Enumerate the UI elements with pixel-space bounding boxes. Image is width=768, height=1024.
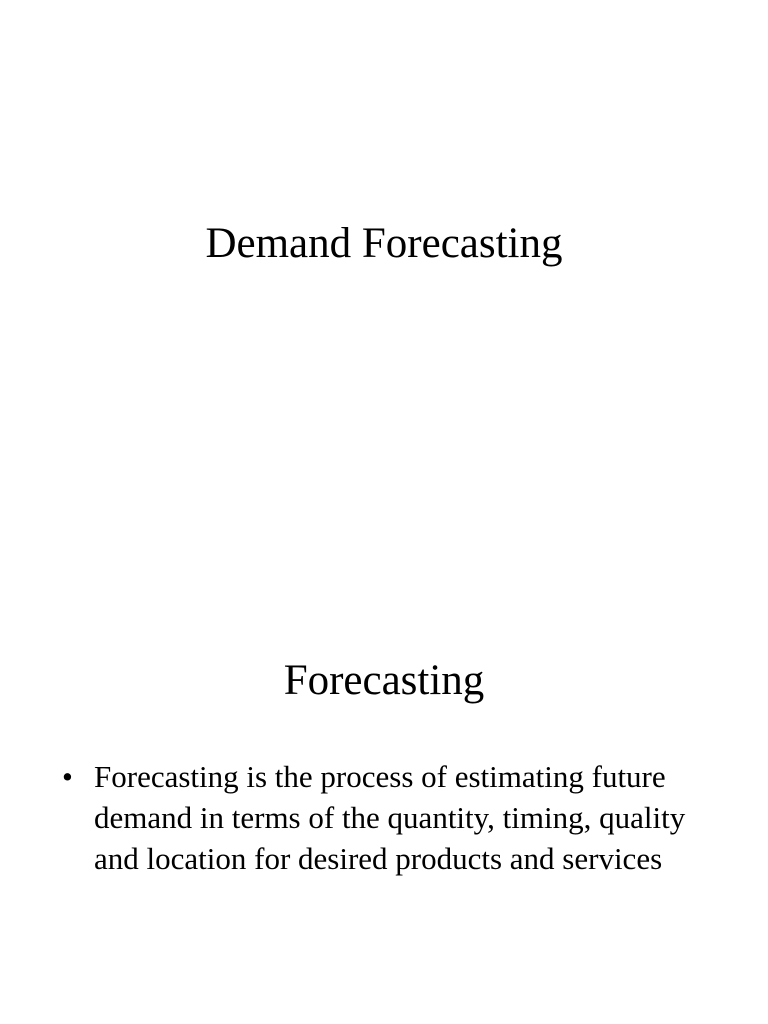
bullet-list [60, 756, 700, 879]
slide-heading: Forecasting [283, 657, 485, 704]
bullet-icon: • [62, 759, 73, 794]
content-slide [0, 512, 768, 1024]
slide-title: Demand Forecasting [205, 220, 563, 267]
bullet-text: Forecasting is the process of estimating future demand in terms of the quantity, timing, quality and location for desired products and services [94, 759, 686, 876]
bullet-item [60, 756, 700, 879]
